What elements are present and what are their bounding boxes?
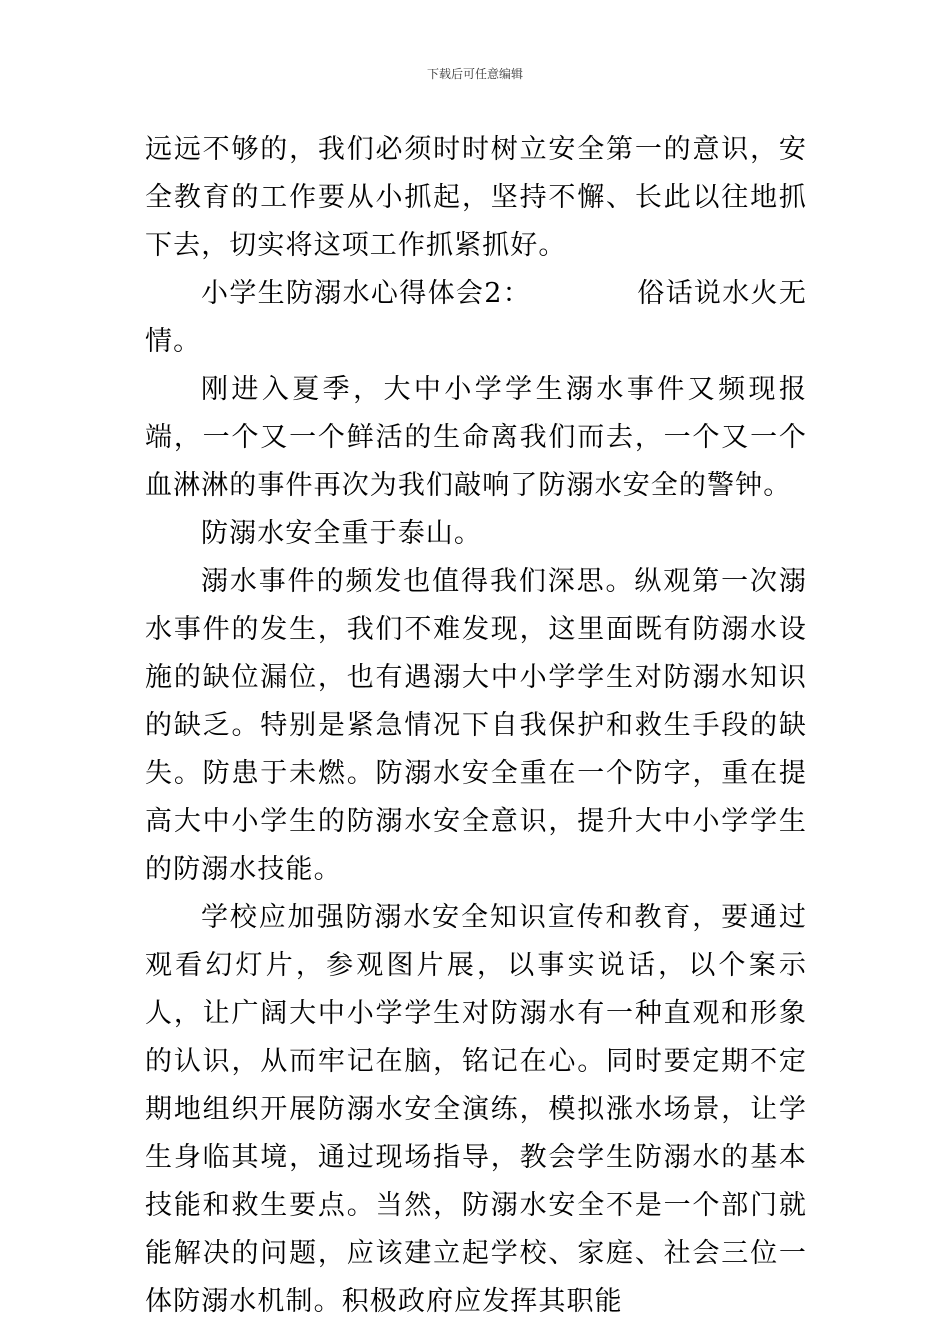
paragraph-drowning-events: 刚进入夏季，大中小学学生溺水事件又频现报端，一个又一个鲜活的生命离我们而去，一个又一个血淋淋的事件再次为我们敲响了防溺水安全的警钟。 xyxy=(145,374,807,501)
paragraph-school-education: 学校应加强防溺水安全知识宣传和教育，要通过观看幻灯片，参观图片展，以事实说话，以个案示人，让广阔大中小学学生对防溺水有一种直观和形象的认识，从而牢记在脑，铭记在心。同时要定期不定期地组织开展防溺水安全演练，模拟涨水场景，让学生身临其境，通过现场指导，教会学生防溺水的基本技能和救生要点。当然，防溺水安全不是一个部门就能解决的问题，应该建立起学校、家庭、社会三位一体防溺水机制。积极政府应发挥其职能 xyxy=(145,902,807,1317)
heading-phrase: 俗话说水火无情。 xyxy=(145,278,807,357)
page-header: 下载后可任意编辑 xyxy=(426,67,523,81)
paragraph-heading xyxy=(145,270,807,366)
paragraph-reflection: 溺水事件的频发也值得我们深思。纵观第一次溺水事件的发生，我们不难发现，这里面既有防溺水设施的缺位漏位，也有遇溺大中小学学生对防溺水知识的缺乏。特别是紧急情况下自我保护和救生手段的缺失。防患于未燃。防溺水安全重在一个防字，重在提高大中小学生的防溺水安全意识，提升大中小学学生的防溺水技能。 xyxy=(145,566,807,885)
paragraph-continuation: 远远不够的，我们必须时时树立安全第一的意识，安全教育的工作要从小抓起，坚持不懈、长此以往地抓下去，切实将这项工作抓紧抓好。 xyxy=(145,134,807,261)
paragraph-safety-first: 防溺水安全重于泰山。 xyxy=(201,518,482,549)
document-body xyxy=(145,126,807,1326)
section-heading: 小学生防溺水心得体会2： xyxy=(201,278,532,309)
